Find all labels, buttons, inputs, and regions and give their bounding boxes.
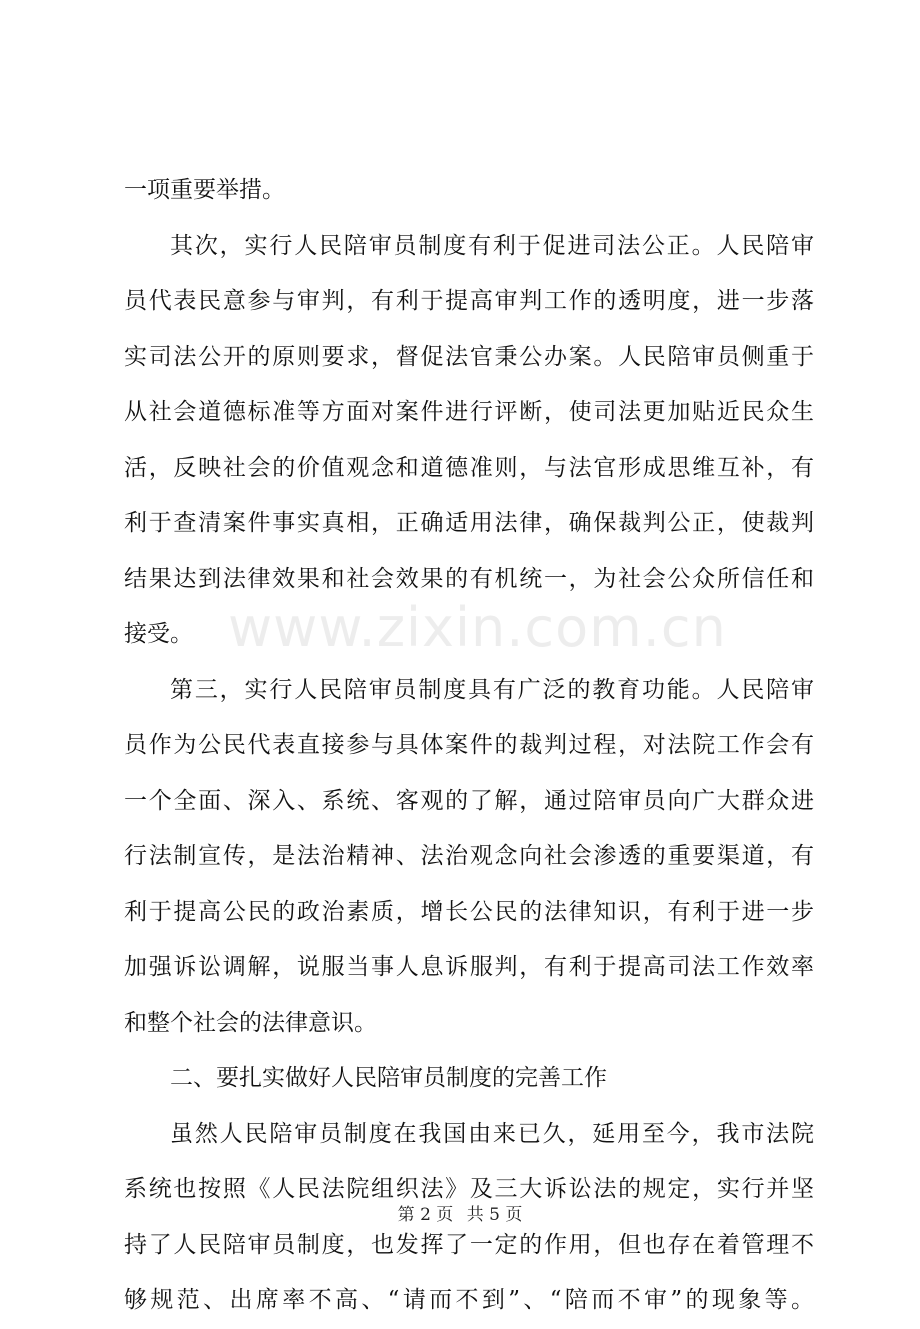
text-line: 结果达到法律效果和社会效果的有机统一，为社会公众所信任和 [124,565,814,592]
text-line: 第三，实行人民陪审员制度具有广泛的教育功能。人民陪审 [170,676,814,703]
text-line: 活，反映社会的价值观念和道德准则，与法官形成思维互补，有 [124,454,814,481]
text-line: 行法制宣传，是法治精神、法治观念向社会渗透的重要渠道，有 [124,843,814,869]
text-line: 虽然人民陪审员制度在我国由来已久，延用至今，我市法院 [170,1120,814,1147]
watermark: www.zixin.com.cn [228,596,727,659]
text-line: 持了人民陪审员制度，也发挥了一定的作用，但也存在着管理不 [124,1231,814,1258]
page-total: 共 5 页 [466,1205,523,1225]
text-line: 员代表民意参与审判，有利于提高审判工作的透明度，进一步落 [124,288,814,314]
text-line: 员作为公民代表直接参与具体案件的裁判过程，对法院工作会有 [124,732,814,758]
text-line: 和整个社会的法律意识。 [124,1009,377,1036]
text-line: 接受。 [124,621,193,647]
page-number: 第 2 页 [397,1205,454,1225]
text-line: 利于提高公民的政治素质，增长公民的法律知识，有利于进一步 [124,898,814,925]
text-line: 实司法公开的原则要求，督促法官秉公办案。人民陪审员侧重于 [124,343,814,370]
body-text [124,163,814,1329]
section-heading: 二、要扎实做好人民陪审员制度的完善工作 [170,1065,607,1091]
text-line: 一项重要举措。 [124,177,285,203]
text-line: 加强诉讼调解，说服当事人息诉服判，有利于提高司法工作效率 [124,954,814,980]
text-line: 一个全面、深入、系统、客观的了解，通过陪审员向广大群众进 [124,787,814,814]
page-footer [0,1200,920,1225]
text-line: 利于查清案件事实真相，正确适用法律，确保裁判公正，使裁判 [124,510,814,536]
text-line: 够规范、出席率不高、“请而不到”、“陪而不审”的现象等。 [124,1287,814,1313]
text-line: 其次，实行人民陪审员制度有利于促进司法公正。人民陪审 [170,232,814,259]
text-line: 系统也按照《人民法院组织法》及三大诉讼法的规定，实行并坚 [124,1176,814,1202]
text-line: 从社会道德标准等方面对案件进行评断，使司法更加贴近民众生 [124,399,814,425]
